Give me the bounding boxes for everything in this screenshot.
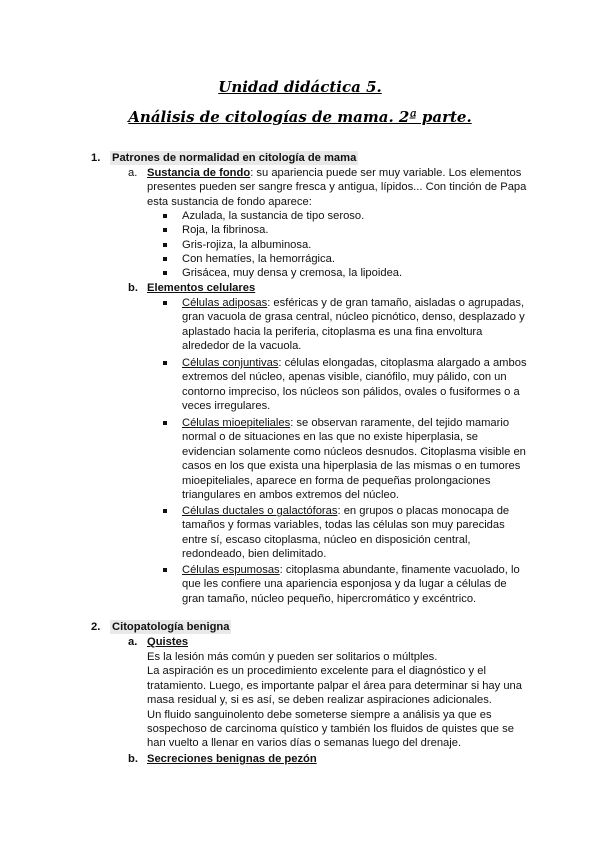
subsection-1b-heading: Elementos celulares bbox=[147, 282, 256, 294]
subsection-2a-letter: a. bbox=[128, 636, 138, 648]
text-line: aplastado hacia la periferia, citoplasma es una fina envoltura bbox=[182, 325, 483, 338]
text-line: : su apariencia puede ser muy variable. Los elementos bbox=[250, 167, 522, 179]
text-line: redondeado, bien delimitado. bbox=[182, 548, 327, 561]
text-line: que les confiere una apariencia esponjosa y da lugar a células de bbox=[182, 578, 507, 591]
subsection-2b-heading: Secreciones benignas de pezón bbox=[147, 753, 317, 765]
term-celulas-adiposas: Células adiposas bbox=[182, 297, 268, 309]
bullet-square-icon bbox=[163, 568, 167, 572]
bullet-square-icon bbox=[163, 271, 167, 275]
bullet-square-icon bbox=[163, 243, 167, 247]
list-item-text: Grisácea, muy densa y cremosa, la lipoidea. bbox=[182, 267, 403, 279]
subsection-1b-letter: b. bbox=[128, 282, 138, 294]
text-line: : en grupos o placas monocapa de bbox=[337, 505, 510, 517]
unit-title: Unidad didáctica 5. bbox=[218, 78, 382, 96]
term-celulas-mioepiteliales: Células mioepiteliales bbox=[182, 417, 291, 429]
text-line: gran vacuola de grasa central, núcleo picnótico, denso, desplazado y bbox=[182, 311, 525, 324]
list-item-text bbox=[182, 296, 525, 354]
text-line: esta sustancia de fondo aparece: bbox=[147, 195, 312, 208]
text-line: mioepiteliales, aparece en forma de pequeñas prolongaciones bbox=[182, 474, 491, 487]
text-line: : esféricas y de gran tamaño, aisladas o agrupadas, bbox=[267, 297, 525, 309]
text-line: : células elongadas, citoplasma alargado a ambos bbox=[278, 357, 527, 369]
text-line: La aspiración es un procedimiento excelente para el diagnóstico y el bbox=[147, 665, 486, 678]
subsection-1b-heading-wrap bbox=[147, 281, 567, 295]
subsection-2a-heading: Quistes bbox=[147, 636, 189, 648]
list-item-text bbox=[182, 504, 522, 562]
list-item-text: Con hematíes, la hemorrágica. bbox=[182, 253, 335, 265]
text-line: triangulares en ambos extremos del núcleo. bbox=[182, 489, 400, 502]
bullet-square-icon bbox=[163, 421, 167, 425]
text-line: entre sí, escaso citoplasma, núcleo en disposición central, bbox=[182, 533, 471, 546]
section-2-title: Citopatología benigna bbox=[112, 621, 230, 633]
text-line: sospechoso de carcinoma quístico y también los fluidos de quistes que se bbox=[147, 723, 514, 736]
bullet-square-icon bbox=[163, 257, 167, 261]
text-line: casos en los que exista una hiperplasia de las mismas o en tumores bbox=[182, 460, 521, 473]
text-line: han vuelto a llenar en varios días o semanas luego del drenaje. bbox=[147, 737, 462, 750]
text-line: veces irregulares. bbox=[182, 400, 271, 413]
text-line: tamaños y formas variables, todas las células son muy parecidas bbox=[182, 519, 505, 532]
term-celulas-conjuntivas: Células conjuntivas bbox=[182, 357, 279, 369]
text-line: alrededor de la vacuola. bbox=[182, 340, 302, 353]
bullet-square-icon bbox=[163, 228, 167, 232]
subsection-2b-letter: b. bbox=[128, 753, 138, 765]
list-item-text: Roja, la fibrinosa. bbox=[182, 224, 269, 236]
list-item-text bbox=[182, 416, 526, 502]
text-line: evidencian solamente como núcleos desnudos. Citoplasma visible en bbox=[182, 445, 526, 458]
bullet-square-icon bbox=[163, 509, 167, 513]
list-item-text: Azulada, la sustancia de tipo seroso. bbox=[182, 210, 365, 222]
text-line: contorno impreciso, los núcleos son pálidos, ovales o fusiformes o a bbox=[182, 385, 520, 398]
section-1-number: 1. bbox=[91, 152, 101, 164]
text-line: extremos del núcleo, apenas visible, cianófilo, muy pálido, con un bbox=[182, 371, 507, 384]
text-line: : citoplasma abundante, finamente vacuolado, lo bbox=[279, 564, 520, 576]
list-item-text bbox=[182, 563, 522, 606]
text-line: normal o de situaciones en las que no existe hiperplasia, se bbox=[182, 431, 479, 444]
subsection-1a-text bbox=[147, 166, 567, 209]
document-subtitle: Análisis de citologías de mama. 2ª parte. bbox=[128, 108, 472, 126]
list-item-text bbox=[182, 356, 527, 414]
text-line: : se observan raramente, del tejido mamario bbox=[290, 417, 510, 429]
section-1-title: Patrones de normalidad en citología de mama bbox=[112, 152, 357, 164]
text-line: gran tamaño, núcleo pequeño, hipercromático y excéntrico. bbox=[182, 592, 477, 605]
text-line: tratamiento. Luego, es importante palpar el área para determinar si hay una bbox=[147, 679, 522, 692]
text-line: Un fluido sanguinolento debe someterse siempre a análisis ya que es bbox=[147, 708, 492, 721]
list-item-text: Gris-rojiza, la albuminosa. bbox=[182, 239, 312, 251]
bullet-square-icon bbox=[163, 361, 167, 365]
subsection-2a-heading-wrap bbox=[147, 635, 567, 649]
term-sustancia-de-fondo: Sustancia de fondo bbox=[147, 167, 251, 179]
section-2-number: 2. bbox=[91, 621, 101, 633]
bullet-square-icon bbox=[163, 301, 167, 305]
text-line: Es la lesión más común y pueden ser solitarios o múltples. bbox=[147, 651, 438, 663]
subsection-2a-text bbox=[147, 650, 547, 751]
term-celulas-ductales: Células ductales o galactóforas bbox=[182, 505, 338, 517]
text-line: presentes pueden ser sangre fresca y antigua, lípidos... Con tinción de Papa bbox=[147, 181, 527, 194]
subsection-1a-letter: a. bbox=[128, 167, 138, 179]
term-celulas-espumosas: Células espumosas bbox=[182, 564, 280, 576]
text-line: masa residual y, si es así, se deben realizar aspiraciones adicionales. bbox=[147, 694, 492, 707]
bullet-square-icon bbox=[163, 214, 167, 218]
subsection-2b-heading-wrap bbox=[147, 752, 567, 766]
